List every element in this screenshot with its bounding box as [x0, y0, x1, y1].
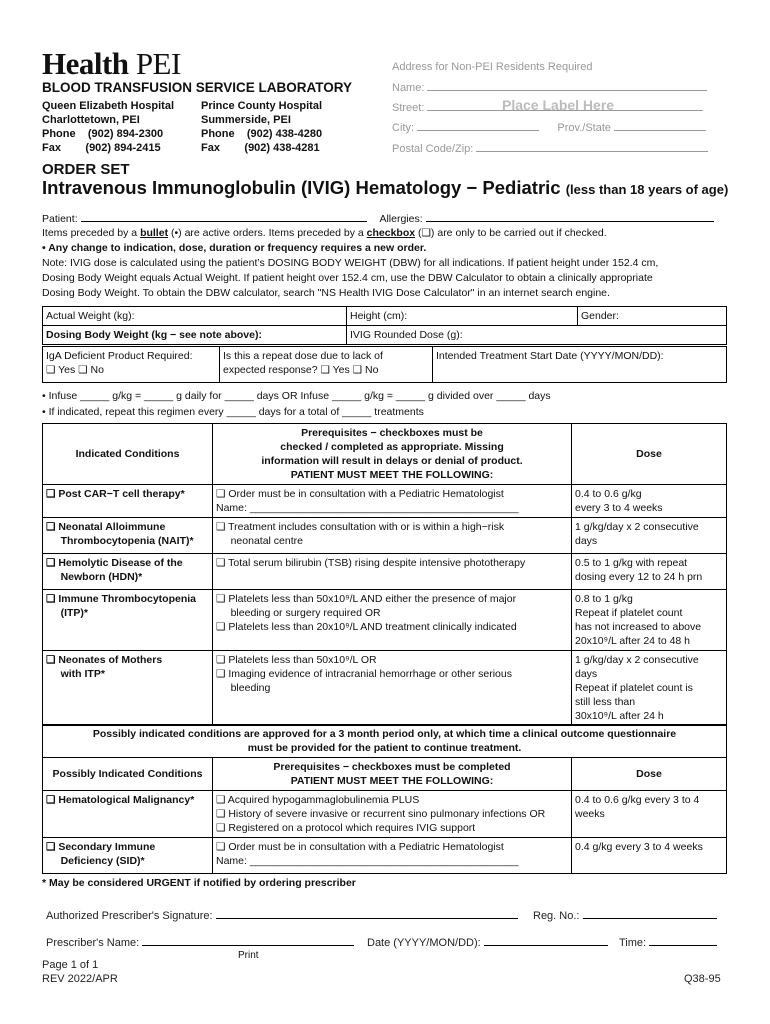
actual-weight-field[interactable]: Actual Weight (kg):	[43, 307, 347, 326]
possibly-banner: Possibly indicated conditions are approved for a 3 month period only, at which time a clinical outcome questionnaire must be provided for the patient to continue treatment.	[43, 725, 727, 758]
rounded-dose-field[interactable]: IVIG Rounded Dose (g):	[347, 326, 727, 345]
condition-car-t[interactable]: ❑ Post CAR−T cell therapy*	[43, 485, 213, 518]
col-indicated-conditions: Indicated Conditions	[43, 424, 213, 485]
prereq-hematological-malignancy[interactable]: ❑ Acquired hypogammaglobulinemia PLUS ❑ History of severe invasive or recurrent sino pulmonary infections OR ❑ Registered on a protocol which requires IVIG support	[213, 791, 572, 838]
order-set-label: ORDER SET	[42, 161, 130, 178]
change-warning: • Any change to indication, dose, duration or frequency requires a new order.	[42, 242, 427, 254]
note-line-2: Dosing Body Weight equals Actual Weight. If patient height over 152.4 cm, use the DBW Calculator to obtain a clinically appropriate	[42, 272, 653, 284]
condition-neonates-itp[interactable]: ❑ Neonates of Mothers with ITP*	[43, 651, 213, 726]
page-number: Page 1 of 1	[42, 959, 99, 971]
note-line-1: Note: IVIG dose is calculated using the patient’s DOSING BODY WEIGHT (DBW) for all indications. If patient height under 152.4 cm,	[42, 257, 659, 269]
col-dose: Dose	[572, 424, 727, 485]
reg-no-field[interactable]: Reg. No.:	[533, 910, 717, 922]
condition-itp[interactable]: ❑ Immune Thrombocytopenia (ITP)*	[43, 590, 213, 651]
dose-sid: 0.4 g/kg every 3 to 4 weeks	[572, 838, 727, 874]
start-date-field[interactable]: Intended Treatment Start Date (YYYY/MON/DD):	[433, 347, 727, 383]
col-prerequisites: Prerequisites − checkboxes must be checked / completed as appropriate. Missing information will result in delays or denial of product. PATIENT MUST MEET THE FOLLOWING:	[213, 424, 572, 485]
hospital-qeh: Queen Elizabeth Hospital Charlottetown, PEI Phone (902) 894-2300 Fax (902) 894-2415	[42, 100, 175, 154]
time-field[interactable]: Time:	[619, 937, 717, 949]
dose-neonates-itp: 1 g/kg/day x 2 consecutive days Repeat if platelet count is still less than 30x10⁹/L after 24 h	[572, 651, 727, 726]
lab-name: BLOOD TRANSFUSION SERVICE LABORATORY	[42, 80, 353, 95]
dose-itp: 0.8 to 1 g/kg Repeat if platelet count has not increased to above 20x10⁹/L after 24 to 48 h	[572, 590, 727, 651]
patient-info-table	[42, 306, 727, 345]
condition-hematological-malignancy[interactable]: ❑ Hematological Malignancy*	[43, 791, 213, 838]
repeat-dose-field[interactable]: Is this a repeat dose due to lack of expected response? ❑ Yes ❑ No	[220, 347, 433, 383]
indicated-conditions-table	[42, 423, 727, 726]
col-possibly-prerequisites: Prerequisites − checkboxes must be completed PATIENT MUST MEET THE FOLLOWING:	[213, 758, 572, 791]
health-pei-logo: Health PEI	[42, 46, 181, 81]
prereq-itp[interactable]: ❑ Platelets less than 50x10⁹/L AND either the presence of major bleeding or surgery required OR ❑ Platelets less than 20x10⁹/L AND treatment clinically indicated	[213, 590, 572, 651]
hospital-pch: Prince County Hospital Summerside, PEI Phone (902) 438-4280 Fax (902) 438-4281	[201, 100, 323, 154]
prereq-neonates-itp[interactable]: ❑ Platelets less than 50x10⁹/L OR ❑ Imaging evidence of intracranial hemorrhage or other serious bleeding	[213, 651, 572, 726]
infuse-line[interactable]: • Infuse _____ g/kg = _____ g daily for _____ days OR Infuse _____ g/kg = _____ g divided over _____ days	[42, 390, 551, 402]
prescriber-name-field[interactable]: Prescriber's Name:	[46, 937, 354, 949]
form-code: Q38-95	[684, 973, 721, 985]
address-name-field[interactable]: Name:	[392, 82, 707, 94]
address-title: Address for Non-PEI Residents Required	[392, 61, 593, 73]
col-possibly-conditions: Possibly Indicated Conditions	[43, 758, 213, 791]
prereq-hdn[interactable]: ❑ Total serum bilirubin (TSB) rising despite intensive phototherapy	[213, 554, 572, 590]
repeat-regimen-line[interactable]: • If indicated, repeat this regimen every _____ days for a total of _____ treatments	[42, 406, 424, 418]
legend-line: Items preceded by a bullet (•) are active orders. Items preceded by a checkbox (❑) are only to be carried out if checked.	[42, 227, 607, 239]
height-field[interactable]: Height (cm):	[347, 307, 578, 326]
gender-field[interactable]: Gender:	[578, 307, 727, 326]
condition-hdn[interactable]: ❑ Hemolytic Disease of the Newborn (HDN)*	[43, 554, 213, 590]
dose-nait: 1 g/kg/day x 2 consecutive days	[572, 518, 727, 554]
note-line-3: Dosing Body Weight. To obtain the DBW calculator, search "NS Health IVIG Dose Calculator" in an internet search engine.	[42, 287, 610, 299]
urgent-note: * May be considered URGENT if notified by ordering prescriber	[42, 877, 356, 889]
condition-sid[interactable]: ❑ Secondary Immune Deficiency (SID)*	[43, 838, 213, 874]
prereq-car-t[interactable]: ❑ Order must be in consultation with a Pediatric Hematologist Name: ______________________________________________	[213, 485, 572, 518]
print-label: Print	[238, 950, 259, 961]
prereq-sid[interactable]: ❑ Order must be in consultation with a Pediatric Hematologist Name: ______________________________________________	[213, 838, 572, 874]
iga-deficient-field[interactable]: IgA Deficient Product Required: ❑ Yes ❑ No	[43, 347, 220, 383]
date-field[interactable]: Date (YYYY/MON/DD):	[367, 937, 608, 949]
dose-hdn: 0.5 to 1 g/kg with repeat dosing every 12 to 24 h prn	[572, 554, 727, 590]
dose-car-t: 0.4 to 0.6 g/kg every 3 to 4 weeks	[572, 485, 727, 518]
address-postal-field[interactable]: Postal Code/Zip:	[392, 143, 708, 155]
condition-nait[interactable]: ❑ Neonatal Alloimmune Thrombocytopenia (NAIT)*	[43, 518, 213, 554]
address-street-field[interactable]: Street:	[392, 102, 703, 114]
dose-hematological-malignancy: 0.4 to 0.6 g/kg every 3 to 4 weeks	[572, 791, 727, 838]
address-city-field[interactable]: City: Prov./State	[392, 122, 706, 134]
page-title: Intravenous Immunoglobulin (IVIG) Hematology − Pediatric (less than 18 years of age)	[42, 177, 729, 198]
product-table	[42, 346, 727, 383]
place-label: Place Label Here	[502, 97, 615, 113]
possibly-indicated-table	[42, 724, 727, 874]
revision: REV 2022/APR	[42, 973, 118, 985]
prereq-nait[interactable]: ❑ Treatment includes consultation with or is within a high−risk neonatal centre	[213, 518, 572, 554]
patient-line[interactable]: Patient: Allergies:	[42, 213, 714, 225]
dosing-weight-field[interactable]: Dosing Body Weight (kg − see note above):	[43, 326, 347, 345]
col-possibly-dose: Dose	[572, 758, 727, 791]
signature-field[interactable]: Authorized Prescriber's Signature:	[46, 910, 518, 922]
